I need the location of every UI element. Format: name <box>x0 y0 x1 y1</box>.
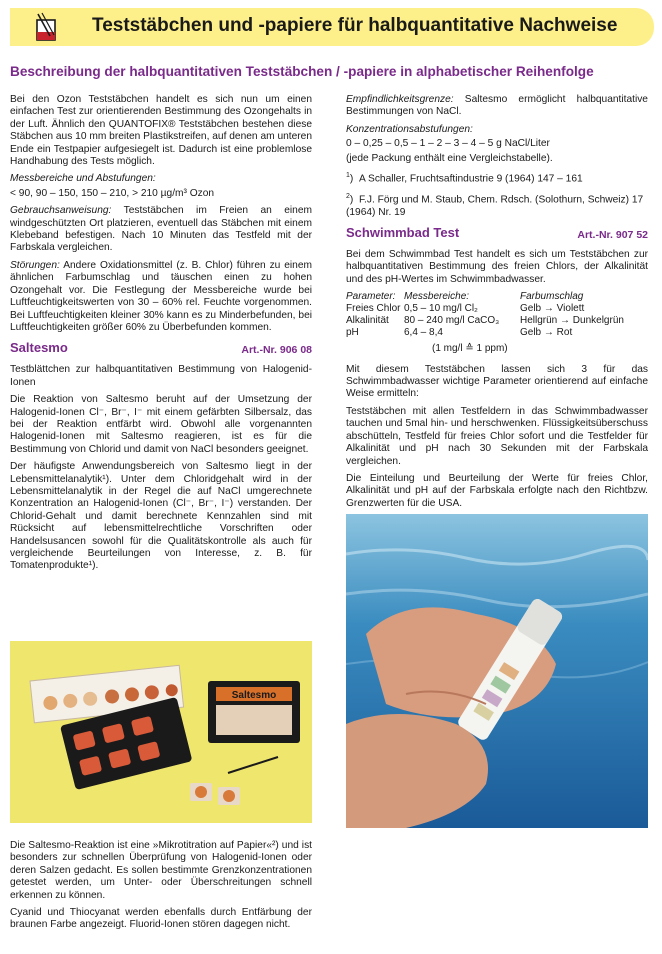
ozon-intro: Bei den Ozon Teststäbchen handelt es sich nun um einen einfachen Test zur orientierenden Bestimmung des Ozongehalts in der Luft. Ähnlich den QUANTOFIX® Teststäbchen bestehen diese Stäbchen aus 10 mm breiten Plastikstreifen, auf denen am unteren Ende ein Testpapier aufgesiegelt ist. Dadurch ist eine problemlose Handhabung des Tests möglich. <box>10 94 312 168</box>
param-cell: Hellgrün → Dunkelgrün <box>520 315 624 327</box>
empf-label: Empfindlichkeitsgrenze: <box>346 94 454 105</box>
saltesmo-bottom-p1: Die Saltesmo-Reaktion ist eine »Mikrotitration auf Papier«²) und ist besonders zur schnellen Überprüfung von Halogenid-Ionen oder deren Salzen gedacht. Es sollen bestimmte Grenzkonzentrationen getestet werden, um Unter- oder Überschreitungen schnell erkennen zu können. <box>10 840 312 901</box>
saltesmo-art-nr: Art.-Nr. 906 08 <box>241 344 312 357</box>
saltesmo-p3: Der häufigste Anwendungsbereich von Saltesmo liegt in der Lebensmittelanalytik¹). Unter dem Chloridgehalt wird in der Lebensmittelanalytik in der Regel die auf NaCl umgerechnete Konzentration an Halogenid-Ionen (Cl⁻, Br⁻, I⁻) verstanden. Der Chlorid-Gehalt und damit berechnete Kennzahlen sind mit Rücksicht auf lebensmittelrechtliche Vorschriften oder Handelsusancen sowohl für die Qualitätskontrolle als auch für vergleichende Beurteilungen von Interesse, z. B. für Tomatenprodukte¹). <box>10 461 312 572</box>
schwimmbad-art-nr: Art.-Nr. 907 52 <box>577 229 648 242</box>
schwimmbad-p1: Bei dem Schwimmbad Test handelt es sich um Teststäbchen zur halbquantitativen Bestimmung des freien Chlors, der Alkalinität und des pH-Wertes im Schwimmbadwasser. <box>346 249 648 285</box>
stoer-label: Störungen: <box>10 259 60 271</box>
reference-1: $^1$) A Schaller, Fruchtsaftindustrie 9 (1964) 147 – 161 <box>346 172 583 185</box>
saltesmo-heading <box>10 342 312 358</box>
param-cell: 6,4 – 8,4 <box>404 327 443 339</box>
pool-test-photo <box>346 514 648 828</box>
schwimmbad-title: Schwimmbad Test <box>346 225 460 241</box>
param-cell: Alkalinität <box>346 315 389 327</box>
param-cell: Freies Chlor <box>346 303 401 315</box>
param-header: Messbereiche: <box>404 291 470 303</box>
reference-2: $^2$) F.J. Förg und M. Staub, Chem. Rdsch. (Solothurn, Schweiz) 17 (1964) Nr. 19 <box>346 192 644 218</box>
param-cell: Gelb → Violett <box>520 303 585 315</box>
schwimmbad-p4: Die Einteilung und Beurteilung der Werte für freies Chlor, Alkalinität und pH auf der Farbskala erfolgte nach den Richtbzw. Grenzwerten für die USA. <box>346 472 648 509</box>
page-header <box>10 8 654 46</box>
empf-text: Saltesmo ermöglicht halbquantitative Bestimmungen von NaCl. <box>346 94 648 118</box>
saltesmo-bottom <box>10 840 312 937</box>
konz-value: 0 – 0,25 – 0,5 – 1 – 2 – 3 – 4 – 5 g NaCl/Liter <box>346 138 550 150</box>
saltesmo-p2: Die Reaktion von Saltesmo beruht auf der Umsetzung der Halogenid-Ionen Cl⁻, Br⁻, I⁻ mit einem gefärbten Silbersalz, das bei der Reaktion entfärbt wird. Obwohl alle vorgenannten Halogenid-Ionen mit Saltesmo reagieren, ist es für die Bestimmung von Chlorid und damit von NaCl besonders geeignet. <box>10 394 312 455</box>
stoerungen <box>10 260 312 334</box>
param-cell: Gelb → Rot <box>520 327 573 339</box>
beaker-with-strip-icon <box>28 10 64 44</box>
gebrauch-text: Teststäbchen im Freien an einem windgeschützten Ort platzieren, eventuell das Stäbchen mit einem Klebeband befestigen. Nach 10 Minuten das Testfeld mit der Farbskala vergleichen. <box>10 205 312 254</box>
empfindlichkeit <box>346 94 648 119</box>
saltesmo-photo <box>10 641 312 823</box>
gebrauch-label: Gebrauchsanweisung: <box>10 205 112 217</box>
left-column <box>10 94 312 578</box>
schwimmbad-p2: Mit diesem Teststäbchen lassen sich 3 für das Schwimmbadwasser wichtige Parameter orientierend auf einfache Weise ermitteln: <box>346 363 648 400</box>
parameter-table <box>346 291 648 339</box>
param-header: Parameter: <box>346 291 396 303</box>
param-note: (1 mg/l ≙ 1 ppm) <box>432 343 508 355</box>
page-title: Teststäbchen und -papiere für halbquantitative Nachweise <box>92 15 618 36</box>
mess-value: < 90, 90 – 150, 150 – 210, > 210 µg/m³ Ozon <box>10 187 215 199</box>
section-subtitle: Beschreibung der halbquantitativen Teststäbchen / -papiere in alphabetischer Reihenfolge <box>10 64 594 79</box>
konz-note: (jede Packung enthält eine Vergleichstabelle). <box>346 152 553 164</box>
right-column <box>346 94 648 515</box>
saltesmo-title: Saltesmo <box>10 340 68 356</box>
param-header: Farbumschlag <box>520 291 584 303</box>
konz-label: Konzentrationsabstufungen: <box>346 123 473 135</box>
schwimmbad-p3: Teststäbchen mit allen Testfeldern in das Schwimmbadwasser tauchen und 5mal hin- und herschwenken. Flüssigkeitsüberschuss abschütteln, Testfeld für freies Chlor sofort und die Testfelder für Alkalinität und pH nach 30 Sekunden mit der Farbskala vergleichen. <box>346 405 648 467</box>
param-cell: 0,5 – 10 mg/l Cl₂ <box>404 303 478 315</box>
schwimmbad-heading <box>346 227 648 243</box>
param-cell: pH <box>346 327 359 339</box>
saltesmo-bottom-p2: Cyanid und Thiocyanat werden ebenfalls durch Entfärbung der braunen Farbe angezeigt. Fluorid-Ionen stören dagegen nicht. <box>10 907 312 931</box>
saltesmo-p1: Testblättchen zur halbquantitativen Bestimmung von Halogenid-Ionen <box>10 364 312 388</box>
mess-label: Messbereiche und Abstufungen: <box>10 173 156 185</box>
param-cell: 80 – 240 mg/l CaCO₃ <box>404 315 500 327</box>
stoer-text: Andere Oxidationsmittel (z. B. Chlor) führen zu einem ähnlichen Farbumschlag und täuschen einen zu hohen Ozongehalt vor. Die Festlegung der Messbereiche wurde bei Luftfeuchtigkeitswerten von 30 – 60% rel. Feuchte vorgenommen. Bei Luftfeuchtigkeiten kleiner 30% kann es zu Minderbefunden, bei Luftfeuchtigkeiten größer 60% zu Überbefunden kommen. <box>10 259 312 333</box>
saltesmo-box-label: Saltesmo <box>231 690 277 701</box>
gebrauch <box>10 205 312 255</box>
